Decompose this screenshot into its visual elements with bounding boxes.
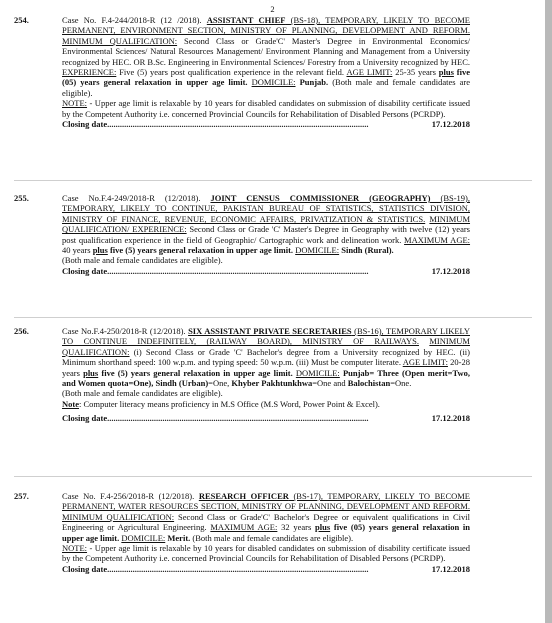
eligibility-text: (Both male and female candidates are eligible). bbox=[62, 388, 223, 399]
qualification-label: MINIMUM QUALIFICATION/ EXPERIENCE: bbox=[62, 213, 471, 235]
note-text: - Upper age limit is relaxable by 10 years for disabled candidates on submission of disability certificate issued by the Competent Authority i.e. concerned Provincial Councils for Rehabilitation of Disabled Persons (PCRDP). bbox=[62, 98, 470, 119]
plus-word: plus bbox=[83, 367, 99, 378]
plus-word: plus bbox=[315, 522, 331, 533]
closing-row bbox=[62, 413, 470, 423]
entry-body bbox=[62, 491, 470, 574]
case-number: Case No. F.4-256/2018-R (12/2018). bbox=[62, 491, 195, 501]
post-title: JOINT CENSUS COMMISSIONER (GEOGRAPHY) bbox=[210, 193, 431, 203]
note-label: NOTE: bbox=[62, 543, 88, 554]
entry-separator bbox=[14, 476, 532, 477]
domicile-label: DOMICILE: bbox=[251, 77, 296, 88]
domicile-value: Sindh (Rural). bbox=[339, 245, 394, 256]
closing-row bbox=[62, 564, 470, 574]
experience-text: Five (5) years post qualification experience in the relevant field. bbox=[116, 67, 345, 78]
post-title: RESEARCH OFFICER bbox=[198, 491, 289, 501]
qualification-text: Second Class or Grade 'C' Master's Degree in Geography with twelve (12) years post qualification experience in the field of Geographic/ Cartographic work and delineation work. bbox=[62, 224, 470, 245]
domicile-label: DOMICILE: bbox=[295, 367, 340, 378]
domicile-count: =One. bbox=[390, 378, 412, 389]
domicile-kp: Khyber Pakhtunkhwa bbox=[231, 378, 313, 389]
closing-label: Closing date........................................................................................................................... bbox=[62, 265, 369, 276]
note-label: NOTE: bbox=[62, 98, 88, 109]
post-details: (BS-19), TEMPORARY, LIKELY TO CONTINUE, PAKISTAN BUREAU OF STATISTICS, STATISTICS DIVISION, MINISTRY OF FINANCE, REVENUE, ECONOMIC AFFAIRS, PRIVATIZATION & STATISTICS. bbox=[62, 193, 471, 224]
domicile-sindh: Sindh (Urban) bbox=[155, 378, 209, 389]
eligibility-text: (Both male and female candidates are eligible). bbox=[62, 77, 470, 98]
qualification-text: Second Class or Grade'C' Master's Degree in Environmental Economics/ Environmental Sciences/ Natural Resources Management/ Environment Planning and Management from a University recognized by HEC. OR B.Sc. Engineering in Environmental Sciences/ Forestry from a University recognized by HEC. bbox=[62, 35, 470, 67]
domicile-balochistan: Balochistan bbox=[347, 378, 391, 389]
age-label: MAXIMUM AGE: bbox=[404, 234, 471, 245]
plus-word: plus bbox=[438, 67, 454, 78]
age-label: MAXIMUM AGE: bbox=[210, 522, 278, 533]
age-text: 32 years bbox=[277, 522, 316, 533]
note-text: - Upper age limit is relaxable by 10 years for disabled candidates on submission of disability certificate issued by the Competent Authority i.e. concerned Provincial Councils for Rehabilitation of Disabled Persons (PCRDP). bbox=[62, 543, 470, 564]
relaxation-text: five (05) years general relaxation in upper age limit. bbox=[62, 67, 470, 88]
eligibility-text: (Both male and female candidates are eligible). bbox=[190, 532, 354, 543]
post-details: (BS-18), TEMPORARY, LIKELY TO BECOME PERMANENT, ENVIRONMENT SECTION, MINISTRY OF PLANNING, DEVELOPMENT AND REFORM. bbox=[62, 15, 470, 36]
closing-date: 17.12.2018 bbox=[431, 265, 470, 276]
closing-date: 17.12.2018 bbox=[431, 119, 470, 130]
post-title: SIX ASSISTANT PRIVATE SECRETARIES bbox=[188, 326, 352, 336]
entry-body bbox=[62, 326, 470, 424]
domicile-value: Merit. bbox=[165, 532, 191, 543]
case-number: Case No. F.4-244/2018-R (12 /2018). bbox=[62, 15, 202, 25]
case-number: Case No.F.4-249/2018-R (12/2018). bbox=[62, 193, 201, 203]
relaxation-text: five (5) years general relaxation in upper age limit. bbox=[98, 367, 293, 378]
entry-number: 255. bbox=[14, 193, 29, 203]
post-details: (BS-17), TEMPORARY, LIKELY TO BECOME PERMANENT, WATER RESOURCES SECTION, MINISTRY OF PLANNING, DEVELOPMENT AND REFORM. bbox=[62, 491, 470, 512]
eligibility-text: (Both male and female candidates are eligible). bbox=[62, 255, 223, 266]
closing-date: 17.12.2018 bbox=[431, 413, 470, 424]
domicile-count: =One and bbox=[312, 378, 348, 389]
entry-separator bbox=[14, 317, 532, 318]
closing-row bbox=[62, 266, 470, 276]
domicile-label: DOMICILE: bbox=[295, 245, 340, 256]
post-details: (BS-16), TEMPORARY LIKELY TO CONTINUE INDEFINITELY, (RAILWAY BOARD), MINISTRY OF RAILWAYS. bbox=[62, 326, 470, 347]
relaxation-text: five (05) years general relaxation in upper age limit. bbox=[62, 522, 471, 543]
qualification-text: Second Class or Grade'C' Bachelor's Degree or equivalent qualifications in Civil Engineering or Agricultural Engineering. bbox=[62, 511, 470, 533]
experience-label: EXPERIENCE: bbox=[62, 67, 117, 78]
note-text: : Computer literacy means proficiency in M.S Office (M.S Word, Power Point & Excel). bbox=[79, 398, 380, 409]
note-label: Note bbox=[62, 398, 79, 409]
qualification-label: MINIMUM QUALIFICATION: bbox=[62, 35, 178, 46]
page-edge bbox=[545, 0, 552, 623]
closing-date: 17.12.2018 bbox=[431, 563, 470, 574]
age-text: 40 years bbox=[62, 245, 93, 256]
domicile-punjab: Punjab= Three (Open merit=Two, and Women quota=One), bbox=[62, 367, 470, 389]
closing-row bbox=[62, 119, 470, 129]
qualification-label: MINIMUM QUALIFICATION: bbox=[62, 336, 470, 357]
post-title: ASSISTANT CHIEF bbox=[206, 15, 286, 25]
entry-number: 254. bbox=[14, 15, 29, 25]
domicile-count: =One, bbox=[208, 378, 232, 389]
case-number: Case No.F.4-250/2018-R (12/2018). bbox=[62, 326, 186, 336]
plus-word: plus bbox=[92, 245, 108, 256]
domicile-label: DOMICILE: bbox=[121, 532, 166, 543]
qualification-label: MINIMUM QUALIFICATION: bbox=[62, 511, 175, 522]
qualification-text: (i) Second Class or Grade 'C' Bachelor's degree from a University recognized by HEC. (ii) Minimum shorthand speed: 100 w.p.m. and typing speed: 50 w.p.m. (iii) Must be computer literate. bbox=[62, 346, 470, 368]
entry-body bbox=[62, 15, 470, 129]
entry-number: 256. bbox=[14, 326, 29, 336]
entry-number: 257. bbox=[14, 491, 29, 501]
closing-label: Closing date........................................................................................................................... bbox=[62, 563, 369, 574]
closing-label: Closing date........................................................................................................................... bbox=[62, 119, 369, 130]
domicile-value: Punjab. bbox=[295, 77, 329, 88]
age-text: 25-35 years bbox=[392, 67, 439, 78]
age-label: AGE LIMIT: bbox=[402, 357, 448, 368]
entry-separator bbox=[14, 180, 532, 181]
page-number: 2 bbox=[270, 4, 275, 14]
age-text: 20-28 years bbox=[62, 357, 470, 378]
relaxation-text: five (5) years general relaxation in upper age limit. bbox=[107, 245, 294, 256]
entry-body bbox=[62, 193, 470, 276]
closing-label: Closing date........................................................................................................................... bbox=[62, 413, 369, 424]
age-label: AGE LIMIT: bbox=[346, 67, 393, 78]
